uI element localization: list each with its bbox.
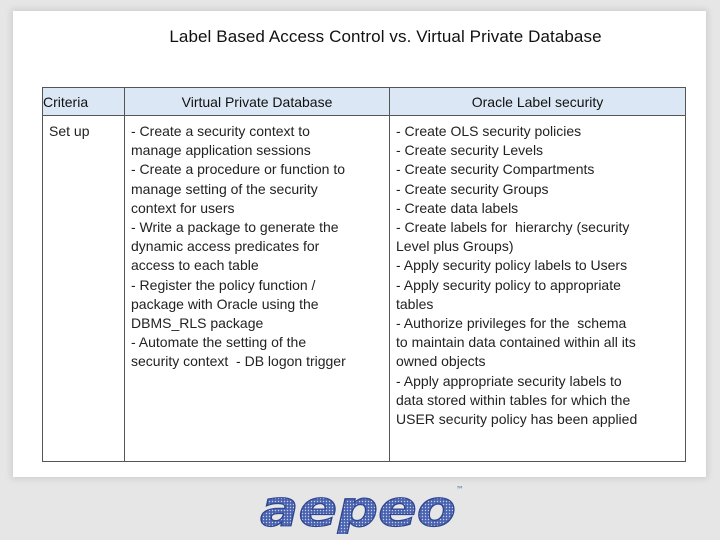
ols-line: - Apply security policy to appropriate: [396, 276, 621, 293]
ols-line: - Apply security policy labels to Users: [396, 257, 628, 274]
company-logo: [256, 482, 468, 534]
ols-line: owned objects: [396, 353, 486, 370]
ols-line: - Authorize privileges for the schema: [396, 315, 627, 332]
ols-line: to maintain data contained within all its: [396, 334, 636, 351]
cell-vpd: [125, 116, 390, 462]
ols-line: - Create OLS security policies: [396, 123, 582, 139]
ols-line: tables: [396, 295, 434, 312]
vpd-line: DBMS_RLS package: [131, 315, 264, 332]
vpd-line: - Automate the setting of the: [131, 334, 307, 351]
vpd-line: dynamic access predicates for: [131, 238, 320, 255]
logo-graphic: [256, 482, 468, 534]
ols-line: - Create security Compartments: [396, 161, 595, 178]
vpd-line: access to each table: [131, 257, 259, 274]
ols-line: data stored within tables for which the: [396, 391, 631, 408]
header-vpd: Virtual Private Database: [125, 88, 390, 116]
ols-steps: [390, 116, 685, 429]
ols-line: - Create data labels: [396, 199, 519, 216]
criteria-text: Set up: [49, 123, 90, 139]
cell-ols: [390, 116, 686, 462]
header-criteria: Criteria: [43, 88, 125, 116]
vpd-line: - Write a package to generate the: [131, 219, 339, 236]
logo-trademark: ™: [456, 485, 464, 494]
vpd-line: manage application sessions: [131, 142, 311, 159]
vpd-steps: [125, 116, 389, 372]
ols-line: - Create security Groups: [396, 180, 549, 197]
table-row: [43, 116, 686, 462]
logo-wordmark: aepeo: [260, 482, 456, 534]
slide-title: Label Based Access Control vs. Virtual Private Database: [169, 27, 602, 46]
ols-line: USER security policy has been applied: [396, 411, 638, 428]
ols-line: Level plus Groups): [396, 238, 514, 255]
ols-line: - Create labels for hierarchy (security: [396, 219, 630, 236]
vpd-line: - Register the policy function /: [131, 276, 316, 293]
vpd-line: manage setting of the security: [131, 180, 318, 197]
vpd-line: security context - DB logon trigger: [131, 353, 346, 370]
comparison-table: [42, 87, 686, 462]
ols-line: - Create security Levels: [396, 142, 544, 159]
ols-line: - Apply appropriate security labels to: [396, 372, 622, 389]
vpd-line: package with Oracle using the: [131, 295, 319, 312]
header-ols: Oracle Label security: [390, 88, 686, 116]
cell-criteria: [43, 116, 125, 462]
vpd-line: - Create a procedure or function to: [131, 161, 346, 178]
vpd-line: - Create a security context to: [131, 123, 310, 139]
vpd-line: context for users: [131, 199, 235, 216]
slide: [13, 11, 706, 477]
table-header-row: [43, 88, 686, 116]
